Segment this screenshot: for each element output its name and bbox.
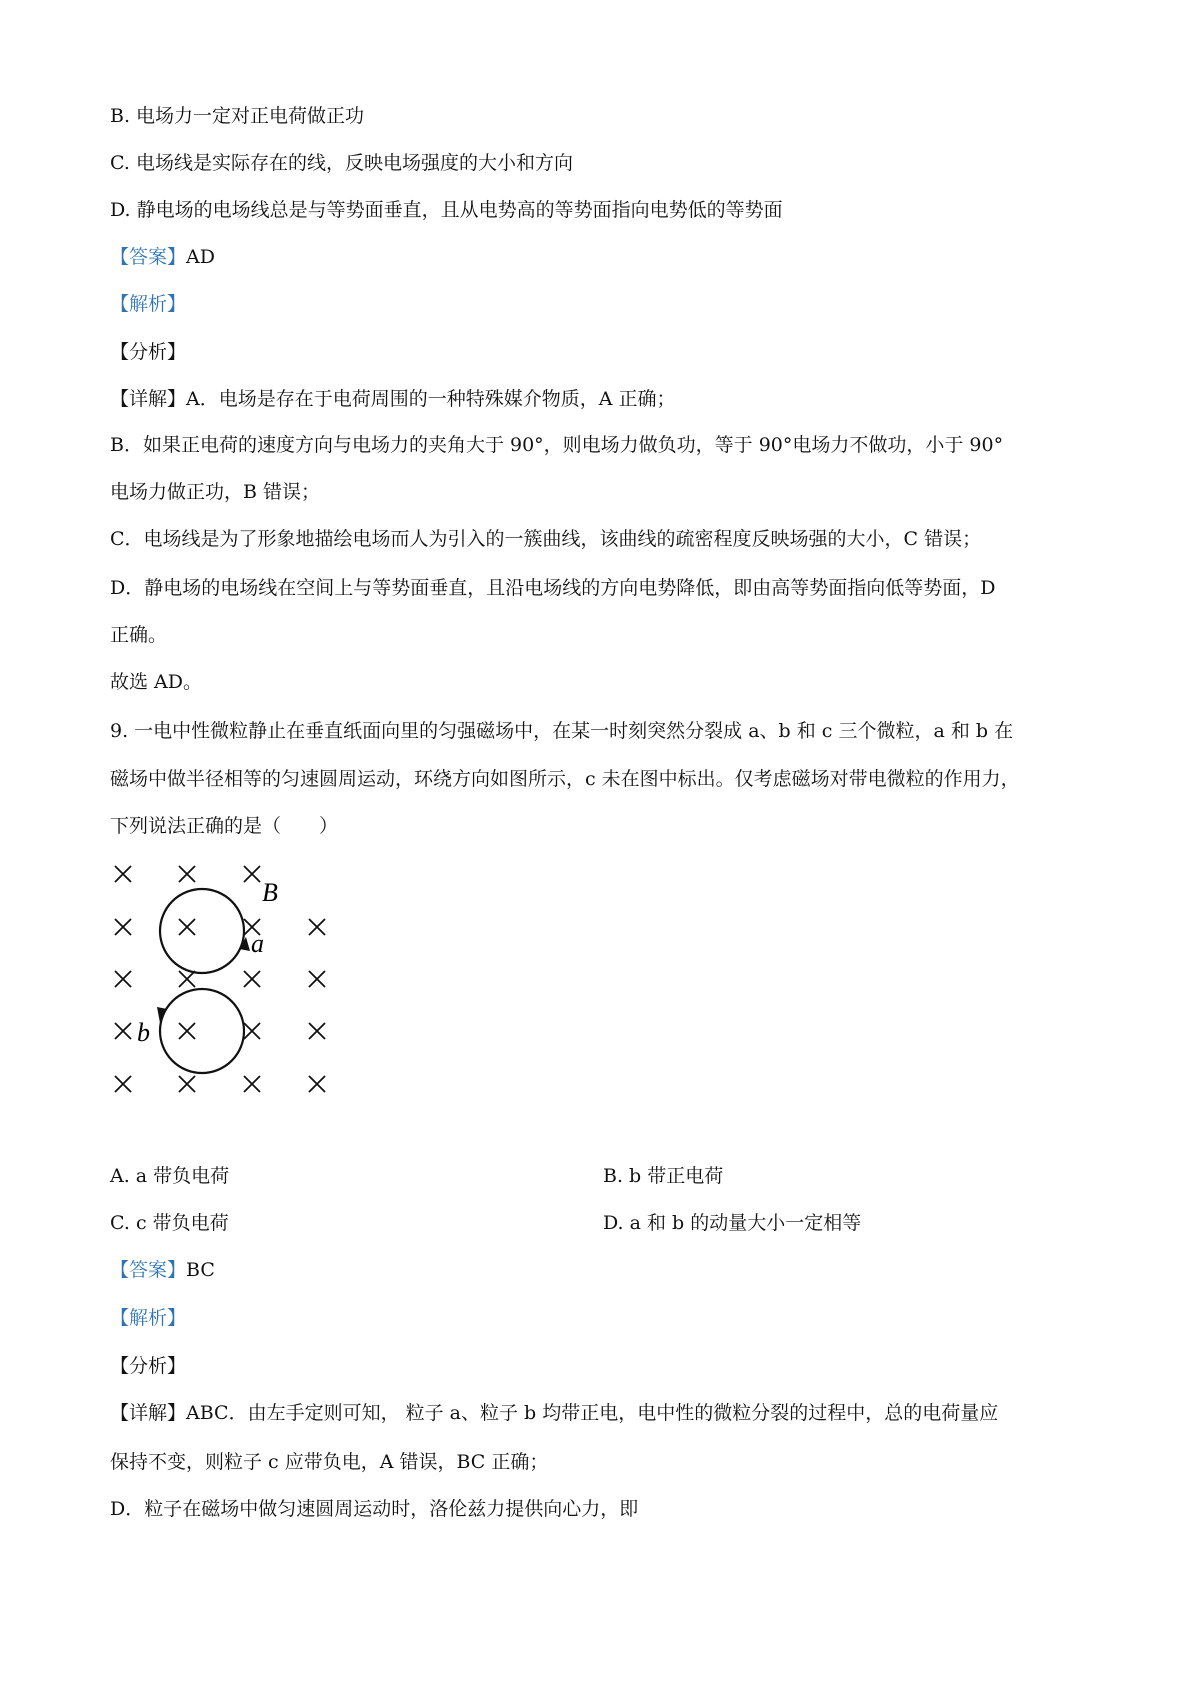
- q8-detail-c: C．电场线是为了形象地描绘电场而人为引入的一簇曲线，该曲线的疏密程度反映场强的大小，C 错误；: [110, 528, 982, 550]
- label-a: a: [251, 929, 264, 958]
- q9-detail-d: D．粒子在磁场中做匀速圆周运动时，洛伦兹力提供向心力，即: [110, 1498, 639, 1520]
- option-a: A. a 带负电荷: [110, 1165, 230, 1187]
- q9-stem-3: 下列说法正确的是（ ）: [110, 815, 339, 837]
- detail-text: ABC．由左手定则可知， 粒子 a、粒子 b 均带正电，电中性的微粒分裂的过程中，总的电荷量应: [186, 1402, 999, 1424]
- field-cross-icon: [179, 1076, 195, 1092]
- jiexi-label: 【解析】: [110, 293, 187, 315]
- q9-detail-abc-1: [110, 1401, 998, 1425]
- field-cross-icon: [309, 971, 325, 987]
- option-c-prev: C. 电场线是实际存在的线，反映电场强度的大小和方向: [110, 152, 573, 174]
- field-cross-icon: [115, 1023, 131, 1039]
- detail-label: 【详解】: [110, 1402, 187, 1424]
- field-cross-icon: [179, 919, 195, 935]
- q8-conclusion: 故选 AD。: [110, 671, 202, 693]
- field-cross-icon: [179, 1023, 195, 1039]
- answer-value: AD: [186, 246, 215, 268]
- detail-text: A．电场是存在于电荷周围的一种特殊媒介物质，A 正确；: [186, 388, 676, 410]
- field-cross-icon: [115, 971, 131, 987]
- field-cross-icon: [309, 919, 325, 935]
- jiexi-label: 【解析】: [110, 1307, 187, 1329]
- q9-detail-abc-2: 保持不变，则粒子 c 应带负电，A 错误，BC 正确；: [110, 1451, 549, 1473]
- option-b: B. b 带正电荷: [603, 1165, 724, 1187]
- field-cross-icon: [115, 1076, 131, 1092]
- q9-stem-1: 9. 一电中性微粒静止在垂直纸面向里的匀强磁场中，在某一时刻突然分裂成 a、b 和 c 三个微粒，a 和 b 在: [110, 720, 1014, 742]
- option-d: D. a 和 b 的动量大小一定相等: [603, 1212, 862, 1234]
- field-cross-icon: [244, 1023, 260, 1039]
- field-cross-icon: [244, 1076, 260, 1092]
- fenxi-label: 【分析】: [110, 1355, 187, 1377]
- q8-detail-b-2: 电场力做正功，B 错误；: [110, 481, 321, 503]
- answer-value: BC: [186, 1259, 215, 1281]
- arrow-a-icon: [239, 937, 250, 951]
- q9-answer-line: [110, 1258, 215, 1282]
- q8-detail-b-1: B．如果正电荷的速度方向与电场力的夹角大于 90°，则电场力做负功，等于 90°电场力不做功，小于 90°: [110, 434, 1004, 456]
- q8-detail-d-2: 正确。: [110, 624, 168, 646]
- label-b: b: [137, 1018, 150, 1047]
- q8-detail-a: [110, 387, 676, 411]
- field-cross-icon: [244, 866, 260, 882]
- field-cross-icon: [244, 971, 260, 987]
- option-b-prev: B. 电场力一定对正电荷做正功: [110, 105, 365, 127]
- detail-label: 【详解】: [110, 388, 187, 410]
- q8-detail-d-1: D．静电场的电场线在空间上与等势面垂直，且沿电场线的方向电势降低，即由高等势面指向低等势面，D: [110, 577, 996, 599]
- option-d-prev: D. 静电场的电场线总是与等势面垂直，且从电势高的等势面指向电势低的等势面: [110, 199, 783, 221]
- field-cross-icon: [309, 1023, 325, 1039]
- orbit-b-circle: [160, 989, 244, 1073]
- q8-answer-line: [110, 245, 215, 269]
- magnetic-field-figure: [100, 852, 340, 1107]
- field-crosses: [115, 866, 325, 1092]
- option-c: C. c 带负电荷: [110, 1212, 229, 1234]
- field-cross-icon: [309, 1076, 325, 1092]
- orbit-a-circle: [160, 889, 244, 973]
- field-cross-icon: [179, 971, 195, 987]
- answer-label: 【答案】: [110, 1259, 187, 1281]
- q9-stem-2: 磁场中做半径相等的匀速圆周运动，环绕方向如图所示，c 未在图中标出。仅考虑磁场对带电微粒的作用力，: [110, 768, 1020, 790]
- field-cross-icon: [115, 919, 131, 935]
- field-cross-icon: [115, 866, 131, 882]
- fenxi-label: 【分析】: [110, 341, 187, 363]
- answer-label: 【答案】: [110, 246, 187, 268]
- field-label-b: B: [262, 878, 278, 907]
- field-cross-icon: [179, 866, 195, 882]
